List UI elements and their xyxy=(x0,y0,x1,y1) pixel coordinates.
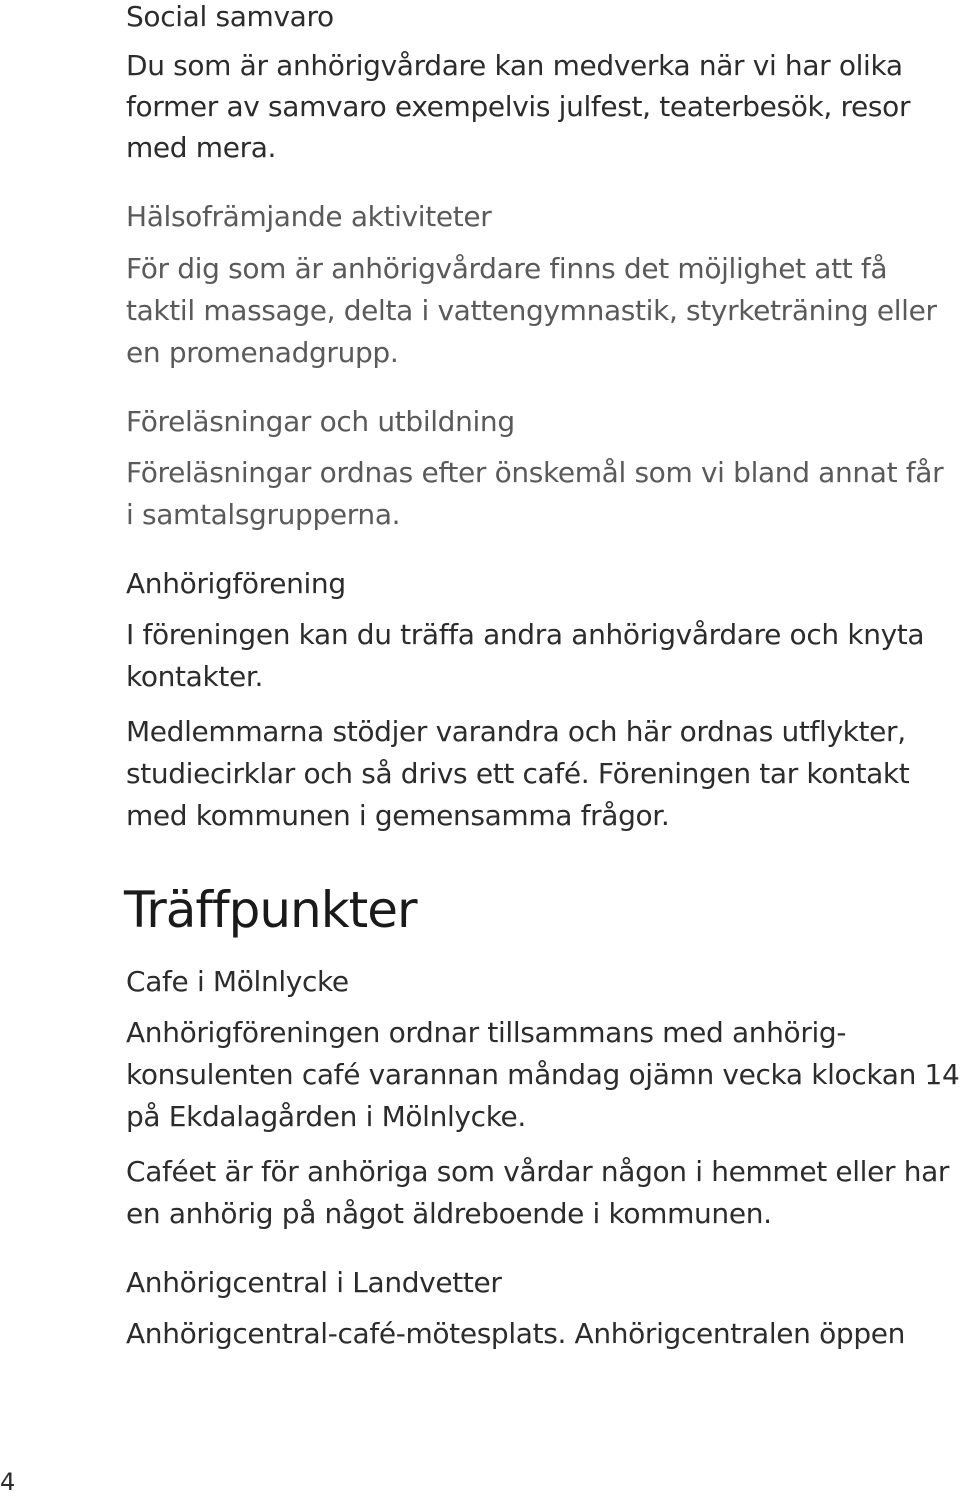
paragraph-line: kontakter. xyxy=(126,660,263,693)
section-heading-halsoframjande: Hälsofrämjande aktiviteter xyxy=(126,200,492,233)
paragraph-line: studiecirklar och så drivs ett café. Föreningen tar kontakt xyxy=(126,757,910,790)
paragraph-line: taktil massage, delta i vattengymnastik, styrketräning eller xyxy=(126,294,937,327)
paragraph-line: på Ekdalagården i Mölnlycke. xyxy=(126,1100,526,1133)
paragraph-line: Anhörigcentral-café-mötesplats. Anhörigcentralen öppen xyxy=(126,1317,906,1350)
paragraph-line: konsulenten café varannan måndag ojämn vecka klockan 14 xyxy=(126,1058,960,1091)
paragraph-line: Medlemmarna stödjer varandra och här ordnas utflykter, xyxy=(126,715,906,748)
paragraph-line: i samtalsgrupperna. xyxy=(126,498,401,531)
main-heading-traffpunkter: Träffpunkter xyxy=(124,881,417,939)
paragraph-line: I föreningen kan du träffa andra anhörigvårdare och knyta xyxy=(126,618,925,651)
paragraph-line: med kommunen i gemensamma frågor. xyxy=(126,799,670,832)
paragraph-line: Anhörigföreningen ordnar tillsammans med anhörig- xyxy=(126,1016,847,1049)
section-heading-forelasningar: Föreläsningar och utbildning xyxy=(126,405,515,438)
section-heading-cafe-molnlycke: Cafe i Mölnlycke xyxy=(126,965,349,998)
paragraph-line: med mera. xyxy=(126,131,277,164)
section-heading-anhorigforening: Anhörigförening xyxy=(126,567,346,600)
paragraph-line: För dig som är anhörigvårdare finns det möjlighet att få xyxy=(126,252,888,285)
paragraph-line: Du som är anhörigvårdare kan medverka när vi har olika xyxy=(126,49,903,82)
paragraph-line: en anhörig på något äldreboende i kommunen. xyxy=(126,1197,772,1230)
paragraph-line: Föreläsningar ordnas efter önskemål som vi bland annat får xyxy=(126,456,944,489)
page-number: 4 xyxy=(0,1468,16,1496)
paragraph-line: en promenadgrupp. xyxy=(126,336,399,369)
paragraph-line: former av samvaro exempelvis julfest, teaterbesök, resor xyxy=(126,90,911,123)
section-heading-social-samvaro: Social samvaro xyxy=(126,0,334,33)
section-heading-anhorigcentral: Anhörigcentral i Landvetter xyxy=(126,1266,502,1299)
paragraph-line: Caféet är för anhöriga som vårdar någon i hemmet eller har xyxy=(126,1155,950,1188)
